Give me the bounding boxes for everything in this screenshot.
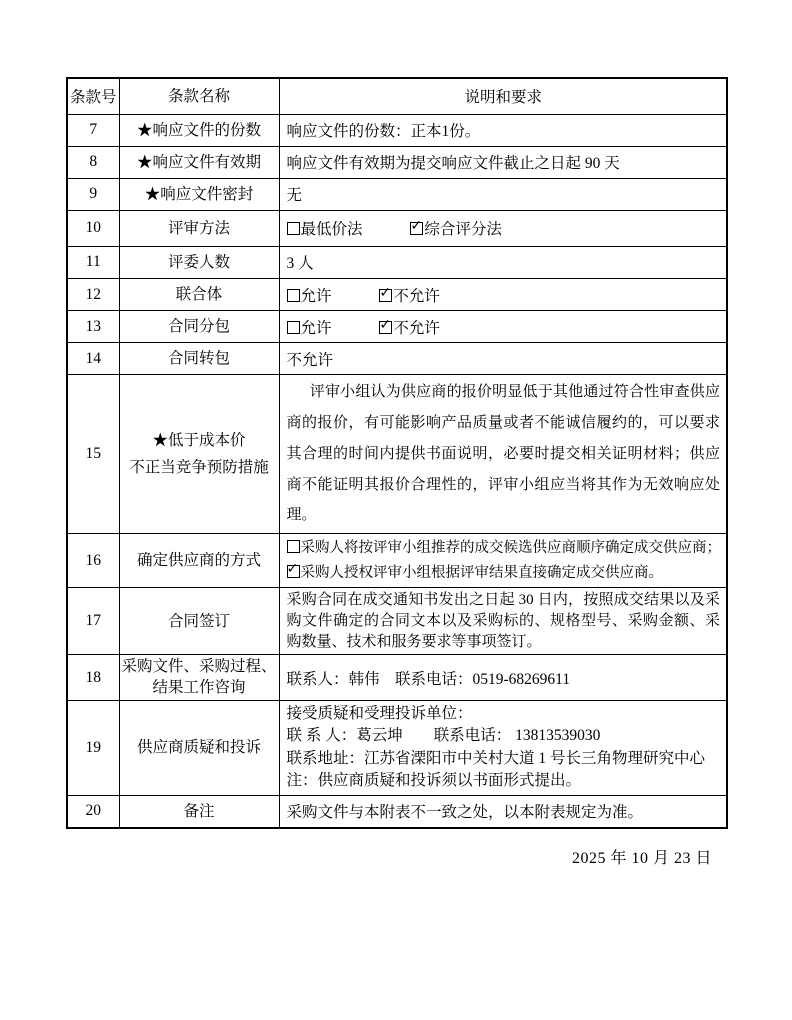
checkbox-checked-icon	[286, 560, 300, 578]
clause-desc: 联系人：韩伟 联系电话：0519-68269611	[279, 655, 727, 700]
table-row	[67, 534, 727, 588]
header-description: 说明和要求	[279, 78, 727, 114]
clause-no: 15	[67, 375, 119, 534]
option-label: 采购人授权评审小组根据评审结果直接确定成交供应商。	[300, 564, 663, 581]
option-group	[287, 316, 721, 338]
table-row	[67, 210, 727, 246]
clause-name: ★响应文件密封	[119, 178, 279, 210]
header-clause-name: 条款名称	[119, 78, 279, 114]
checkbox-unchecked-icon	[287, 540, 300, 553]
table-row	[67, 178, 727, 210]
clause-desc: 无	[279, 178, 727, 210]
clause-no: 9	[67, 178, 119, 210]
option-group	[287, 536, 721, 585]
checkbox-unchecked-icon	[287, 222, 300, 235]
table-header-row	[67, 78, 727, 114]
table-row	[67, 246, 727, 278]
table-row	[67, 655, 727, 700]
clause-name-line: 不正当竞争预防措施	[129, 459, 269, 477]
clause-name-line: ★低于成本价	[152, 432, 246, 450]
table-row	[67, 795, 727, 828]
clause-name-line: 采购文件、采购过程、	[121, 658, 277, 676]
clause-no: 10	[67, 210, 119, 246]
clause-desc: 采购合同在成交通知书发出之日起 30 日内，按照成交结果以及采购文件确定的合同文本以及采购标的、规格型号、采购金额、采购数量、技术和服务要求等事项签订。	[286, 592, 720, 650]
table-row	[67, 375, 727, 534]
checkbox-unchecked-icon	[287, 321, 300, 334]
clause-desc-line: 联系地址：江苏省溧阳市中关村大道 1 号长三角物理研究中心	[286, 749, 706, 767]
check-glyph: ✓	[379, 316, 392, 333]
option-label: 允许	[300, 287, 332, 305]
clause-no: 20	[67, 795, 119, 828]
table-row	[67, 146, 727, 178]
clause-no: 17	[67, 588, 119, 655]
clause-desc: 响应文件有效期为提交响应文件截止之日起 90 天	[279, 146, 727, 178]
clause-name: ★响应文件的份数	[119, 114, 279, 146]
clause-desc-lines	[287, 703, 721, 793]
clause-desc: 不允许	[279, 343, 727, 375]
check-glyph: ✓	[286, 560, 299, 577]
option-label: 采购人将按评审小组推荐的成交候选供应商顺序确定成交供应商；	[300, 540, 721, 557]
clause-name-line: 结果工作咨询	[152, 678, 246, 696]
clause-desc: 3 人	[279, 246, 727, 278]
clause-desc-line: 注：供应商质疑和投诉须以书面形式提出。	[286, 772, 582, 790]
clause-desc: 采购文件与本附表不一致之处，以本附表规定为准。	[279, 795, 727, 828]
clause-no: 19	[67, 700, 119, 795]
check-glyph: ✓	[379, 284, 392, 301]
clause-no: 14	[67, 343, 119, 375]
clause-name: 供应商质疑和投诉	[119, 700, 279, 795]
option-label: 不允许	[393, 319, 440, 337]
clause-no: 8	[67, 146, 119, 178]
clause-desc-line: 接受质疑和受理投诉单位：	[286, 704, 473, 722]
clause-desc-line: 联 系 人：葛云坤 联系电话： 13813539030	[286, 727, 601, 745]
clause-name: 评委人数	[119, 246, 279, 278]
checkbox-checked-icon	[379, 284, 392, 302]
header-clause-no: 条款号	[67, 78, 119, 114]
checkbox-checked-icon	[379, 316, 392, 334]
check-glyph: ✓	[410, 218, 423, 235]
terms-table	[66, 77, 728, 829]
clause-no: 16	[67, 534, 119, 588]
table-row	[67, 311, 727, 343]
clause-name: 合同分包	[119, 311, 279, 343]
option-label: 不允许	[393, 287, 440, 305]
clause-no: 13	[67, 311, 119, 343]
clause-name: ★响应文件有效期	[119, 146, 279, 178]
clause-name: 确定供应商的方式	[119, 534, 279, 588]
checkbox-unchecked-icon	[287, 289, 300, 302]
table-row	[67, 588, 727, 655]
clause-no: 12	[67, 279, 119, 311]
clause-name	[119, 655, 279, 700]
clause-desc: 响应文件的份数：正本1份。	[279, 114, 727, 146]
clause-no: 7	[67, 114, 119, 146]
table-row	[67, 343, 727, 375]
clause-name	[119, 375, 279, 534]
option-label: 最低价法	[300, 221, 363, 239]
table-row	[67, 279, 727, 311]
clause-name: 联合体	[119, 279, 279, 311]
clause-desc: 评审小组认为供应商的报价明显低于其他通过符合性审查供应商的报价，有可能影响产品质量或者不能诚信履约的，可以要求其合理的时间内提供书面说明，必要时提交相关证明材料；供应商不能证明其报价合理性的，评审小组应当将其作为无效响应处理。	[286, 384, 720, 524]
clause-no: 18	[67, 655, 119, 700]
option-label: 综合评分法	[424, 221, 502, 239]
document-date: 2025 年 10 月 23 日	[571, 850, 712, 867]
table-row	[67, 114, 727, 146]
table-row	[67, 700, 727, 795]
clause-no: 11	[67, 246, 119, 278]
clause-name: 合同签订	[119, 588, 279, 655]
clause-name: 评审方法	[119, 210, 279, 246]
checkbox-checked-icon	[410, 218, 423, 235]
option-group	[287, 284, 721, 306]
option-group	[287, 217, 721, 239]
clause-name: 备注	[119, 795, 279, 828]
clause-name: 合同转包	[119, 343, 279, 375]
option-label: 允许	[300, 319, 332, 337]
